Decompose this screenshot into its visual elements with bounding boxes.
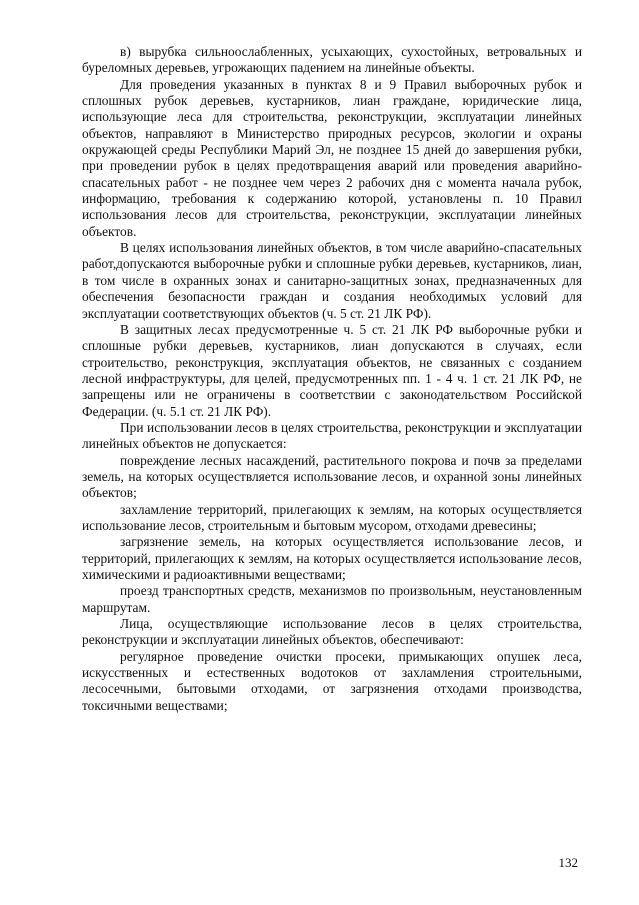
paragraph-not-allowed-intro: При использовании лесов в целях строительства, реконструкции и эксплуатации линейных объектов не допускается: (82, 419, 582, 452)
page-number: 132 (558, 855, 578, 870)
list-item-littering: захламление территорий, прилегающих к землям, на которых осуществляется использование лесов, строительным и бытовым мусором, отходами древесины; (82, 501, 582, 533)
list-item-vehicle-passage: проезд транспортных средств, механизмов по произвольным, неустановленным маршрутам. (82, 583, 582, 615)
list-item-clearing: регулярное проведение очистки просеки, примыкающих опушек леса, искусственных и естественных водотоков от захламления строительными, лесосечными, бытовыми отходами, от загрязнения отходами производства, токсичными веществами; (82, 648, 582, 713)
paragraph-linear-objects-use: В целях использования линейных объектов, в том числе аварийно-спасательных работ,допускаются выборочные рубки и сплошные рубки деревьев, кустарников, лиан, в том числе в охранных зонах и санитарно-защитных зонах, предназначенных для обеспечения безопасности граждан и создания необходимых условий для эксплуатации соответствующих объектов (ч. 5 ст. 21 ЛК РФ). (82, 240, 582, 321)
paragraph-felling-information: Для проведения указанных в пунктах 8 и 9 Правил выборочных рубок и сплошных рубок деревьев, кустарников, лиан граждане, юридические лица, использующие леса для строительства, реконструкции, эксплуатации линейных объектов, направляют в Министерство природных ресурсов, экологии и охраны окружающей среды Республики Марий Эл, не позднее 15 дней до завершения рубки, при проведении рубок в целях предотвращения аварий или проведения аварийно-спасательных работ - не позднее чем через 2 рабочих дня с момента начала рубок, информацию, требования к содержанию которой, установлены п. 10 Правил использования лесов для строительства, реконструкции, эксплуатации линейных объектов. (82, 76, 582, 239)
list-item-damage: повреждение лесных насаждений, растительного покрова и почв за пределами земель, на которых осуществляется использование лесов, и охранной зоны линейных объектов; (82, 452, 582, 501)
paragraph-protective-forests: В защитных лесах предусмотренные ч. 5 ст. 21 ЛК РФ выборочные рубки и сплошные рубки деревьев, кустарников, лиан допускаются в случаях, если строительство, реконструкция, эксплуатация объектов, не связанных с созданием лесной инфраструктуры, для целей, предусмотренных пп. 1 - 4 ч. 1 ст. 21 ЛК РФ, не запрещены или не ограничены в соответствии с законодательством Российской Федерации. (ч. 5.1 ст. 21 ЛК РФ). (82, 321, 582, 419)
paragraph-obligations-intro: Лица, осуществляющие использование лесов в целях строительства, реконструкции и эксплуатации линейных объектов, обеспечивают: (82, 616, 582, 648)
document-body (82, 44, 582, 714)
list-item-pollution: загрязнение земель, на которых осуществляется использование лесов, и территорий, прилегающих к землям, на которых осуществляется использование лесов, химическими и радиоактивными веществами; (82, 534, 582, 582)
paragraph-item-v-felling: в) вырубка сильноослабленных, усыхающих, сухостойных, ветровальных и буреломных деревьев, угрожающих падением на линейные объекты. (82, 44, 582, 76)
